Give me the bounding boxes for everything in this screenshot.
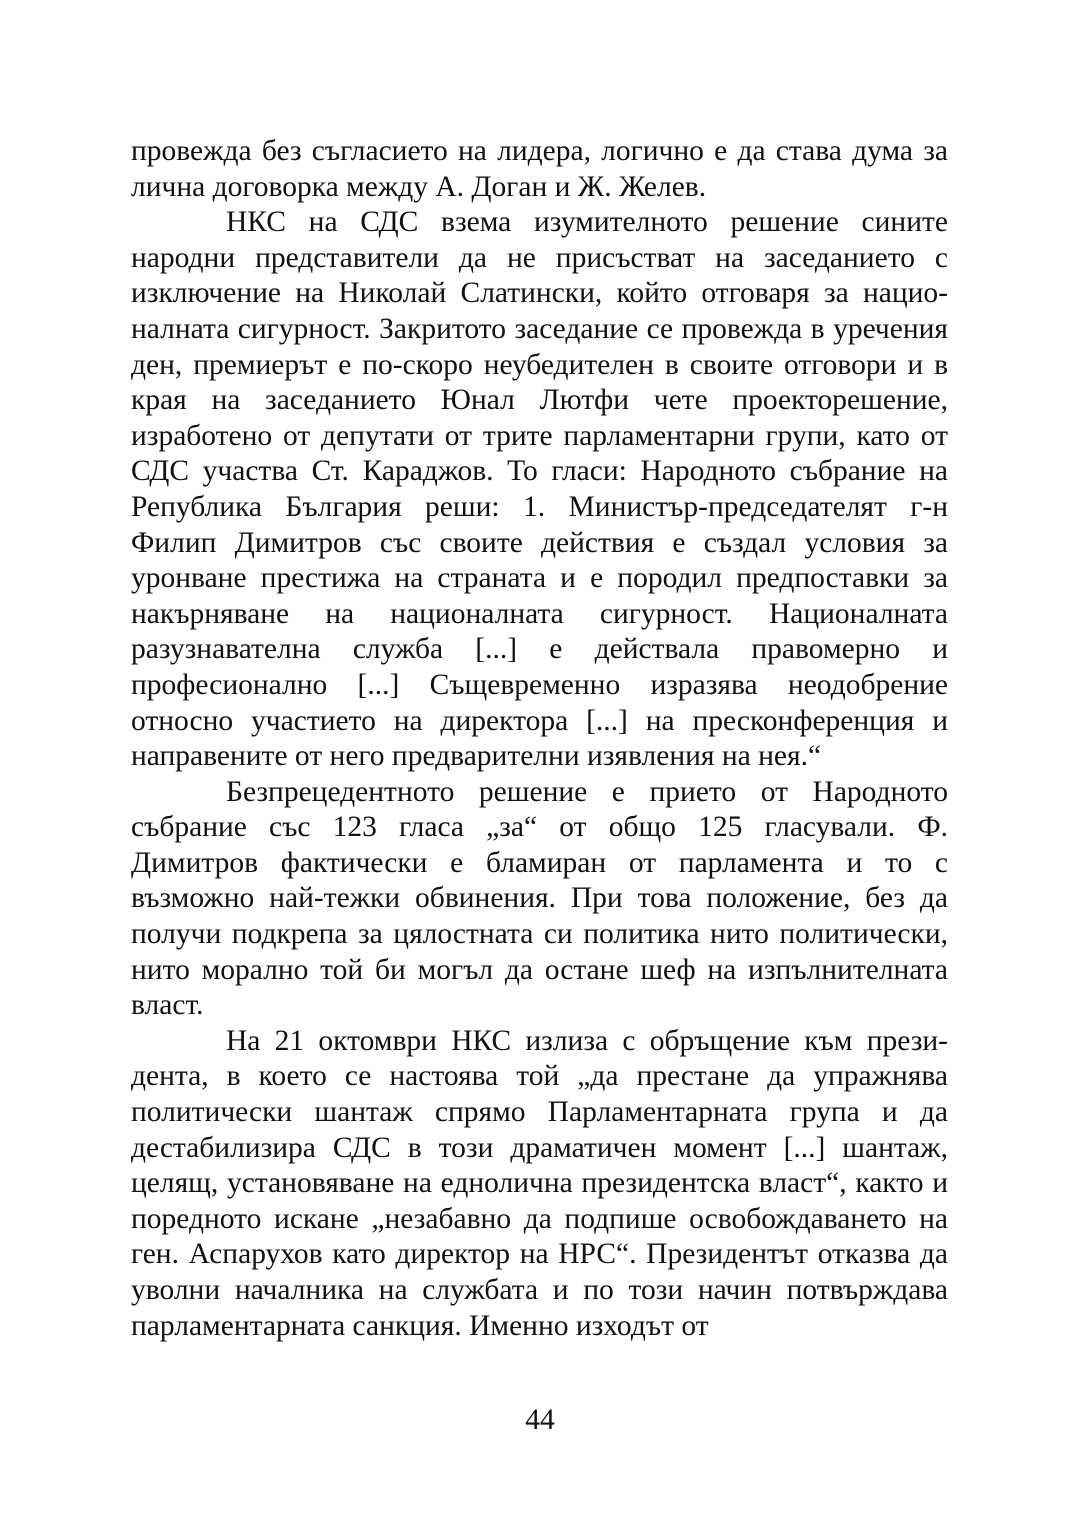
paragraph-continuation: провежда без съгласието на лидера, логично е да става дума за лична договорка между А. Доган и Ж. Желев. [131,135,948,203]
paragraph-october-21: На 21 октомври НКС излиза с обръщение към президента, в което се настоява той „да престане да упражнява политически шантаж спрямо Парламентарната група и да дестабилизира СДС в този драматичен момент [...] шантаж, целящ, установяване на еднолична президентска власт“, както и поредното искане „незабавно да подпише освобождаването на ген. Аспарухов като директор на НРС“. Президентът отказва да уволни началника на службата и по този начин потвърждава парламентарната санкция. Именно изходът от [131,1024,948,1342]
page-body [131,134,948,1344]
page-number: 44 [525,1404,555,1436]
paragraph-nks-decision: НКС на СДС взема изумителното решение сините народни представители да не присъстват на заседанието с изключение на Николай Слатински, който отговаря за националната сигурност. Закритото заседание се провежда в уречения ден, премиерът е по-скоро неубедителен в своите отговори и в края на заседанието Юнал Лютфи чете проекторешение, изработено от депутати от трите парламентарни групи, като от СДС участва Ст. Караджов. То гласи: Народното събрание на Република България реши: 1. Министър-председателят г-н Филип Димитров със своите действия е създал условия за уронване престижа на страната и е породил предпоставки за накърняване на националната сигурност. Националната разузнавателна служба [...] е действала правомерно и професионално [...] Същевременно изразява неодобрение относно участието на директора [...] на пресконференция и направените от него предварителни изявления на нея.“ [131,206,948,773]
paragraph-unprecedented-decision: Безпрецедентното решение е прието от Народното събрание със 123 гласа „за“ от общо 125 гласували. Ф. Димитров фактически е бламиран от парламента и то с възможно най-тежки обвинения. При това положение, без да получи подкрепа за цялостната си политика нито политически, нито морално той би могъл да остане шеф на изпълнителната власт. [131,775,948,1022]
